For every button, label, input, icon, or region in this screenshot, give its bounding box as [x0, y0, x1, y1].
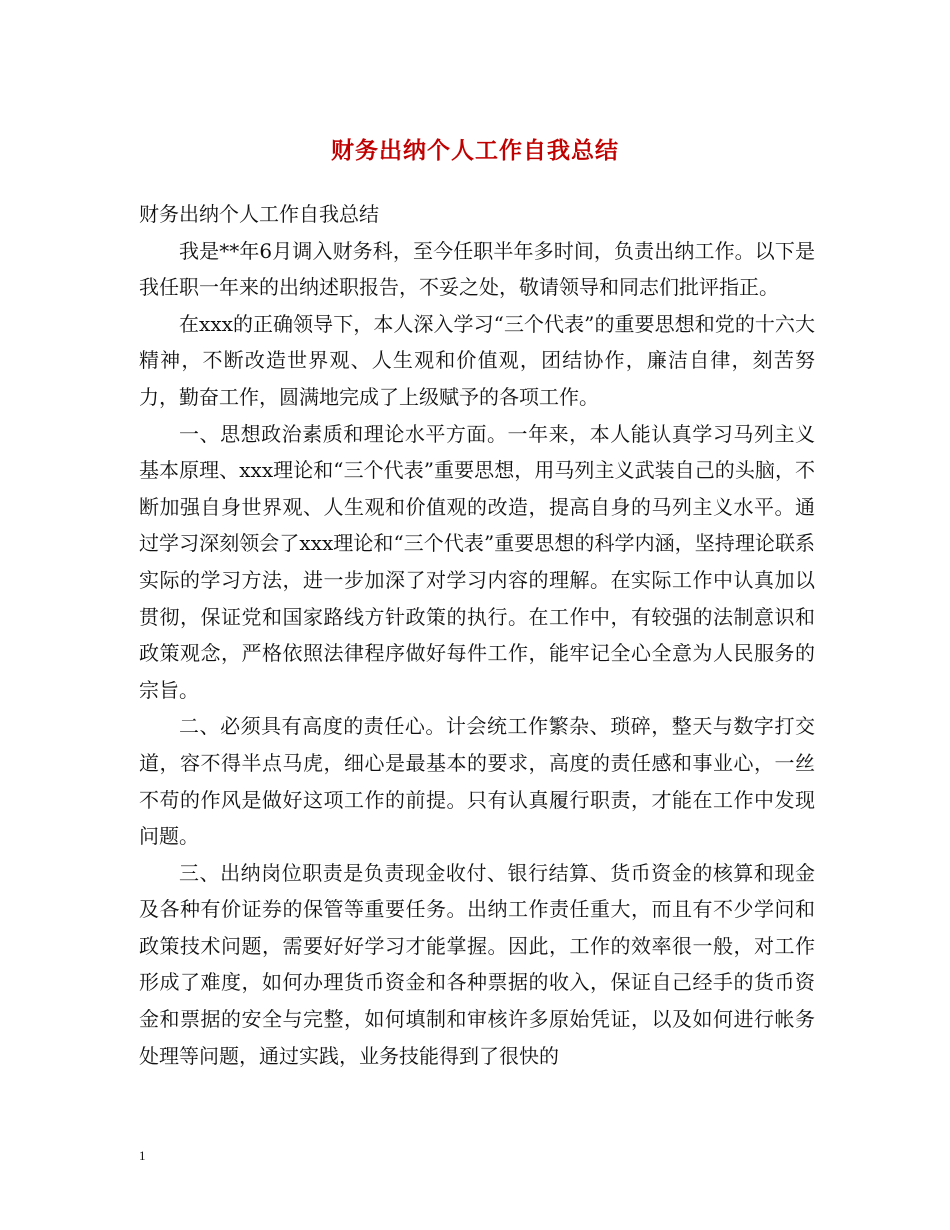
paragraph-1: 我是**年6月调入财务科，至今任职半年多时间，负责出纳工作。以下是我任职一年来的出纳述职报告，不妥之处，敬请领导和同志们批评指正。 [139, 238, 815, 300]
document-subtitle: 财务出纳个人工作自我总结 [139, 202, 379, 226]
paragraph-2: 在xxx的正确领导下，本人深入学习“三个代表”的重要思想和党的十六大精神，不断改造世界观、人生观和价值观，团结协作，廉洁自律，刻苦努力，勤奋工作，圆满地完成了上级赋予的各项工作。 [139, 311, 815, 409]
page-number: 1 [139, 1148, 146, 1163]
document-title: 财务出纳个人工作自我总结 [331, 137, 619, 164]
paragraph-3: 一、思想政治素质和理论水平方面。一年来，本人能认真学习马列主义基本原理、xxx理论和“三个代表”重要思想，用马列主义武装自己的头脑，不断加强自身世界观、人生观和价值观的改造，提高自身的马列主义水平。通过学习深刻领会了xxx理论和“三个代表”重要思想的科学内涵，坚持理论联系实际的学习方法，进一步加深了对学习内容的理解。在实际工作中认真加以贯彻，保证党和国家路线方针政策的执行。在工作中，有较强的法制意识和政策观念，严格依照法律程序做好每件工作，能牢记全心全意为人民服务的宗旨。 [139, 421, 815, 702]
paragraph-4: 二、必须具有高度的责任心。计会统工作繁杂、琐碎，整天与数字打交道，容不得半点马虎，细心是最基本的要求，高度的责任感和事业心，一丝不苟的作风是做好这项工作的前提。只有认真履行职责，才能在工作中发现问题。 [139, 714, 815, 849]
document-body [139, 196, 815, 1074]
paragraph-5: 三、出纳岗位职责是负责现金收付、银行结算、货币资金的核算和现金及各种有价证券的保管等重要任务。出纳工作责任重大，而且有不少学问和政策技术问题，需要好好学习才能掌握。因此，工作的效率很一般，对工作形成了难度，如何办理货币资金和各种票据的收入，保证自己经手的货币资金和票据的安全与完整，如何填制和审核许多原始凭证，以及如何进行帐务处理等问题，通过实践，业务技能得到了很快的 [139, 860, 815, 1068]
